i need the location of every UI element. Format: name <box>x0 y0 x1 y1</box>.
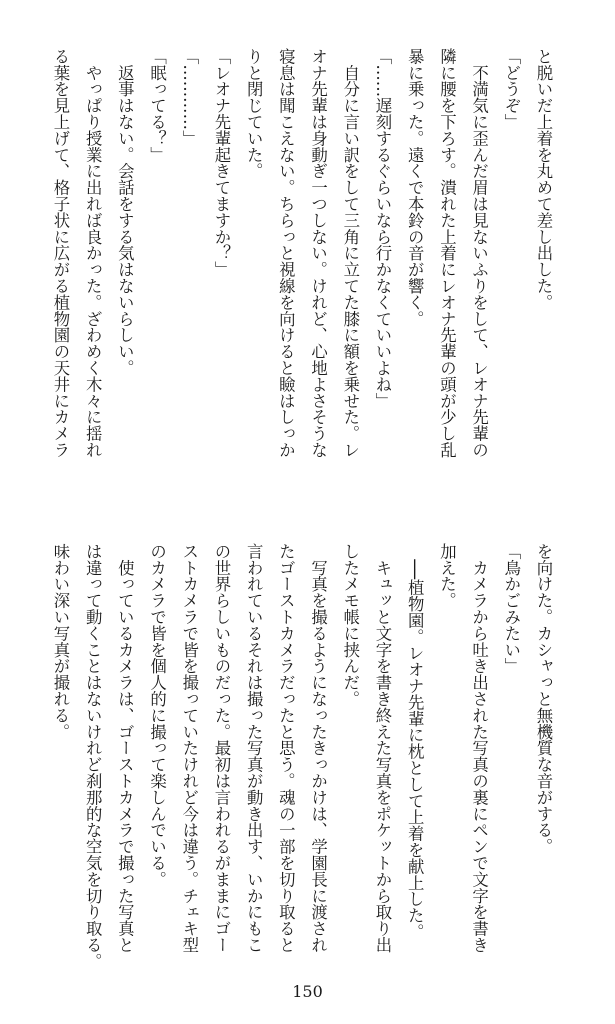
text-line: やっぱり授業に出れば良かった。ざわめく木々に揺れ <box>83 48 103 458</box>
text-line: 不満気に歪んだ眉は見ないふりをして、レオナ先輩の <box>469 48 489 458</box>
text-line: りと閉じていた。 <box>244 48 264 180</box>
text-line: を向けた。カシャっと無機質な音がする。 <box>534 543 553 855</box>
text-line: 「…………」 <box>179 48 199 147</box>
text-line: 言われているそれは撮った写真が動き出す、いかにもこ <box>244 543 264 953</box>
upper-text-block <box>44 48 559 488</box>
text-line: 「どうぞ」 <box>501 48 521 130</box>
page-number: 150 <box>292 982 323 1001</box>
text-line: キュッと文字を書き終えた写真をポケットから取り出 <box>372 543 392 953</box>
text-line: 「鳥かごみたい」 <box>501 543 521 675</box>
text-line: 写真を撮るようになったきっかけは、学園長に渡され <box>308 543 328 953</box>
text-line: オナ先輩は身動ぎ一つしない。けれど、心地よさそうな <box>308 48 328 458</box>
text-line: る葉を見上げて、格子状に広がる植物園の天井にカメラ <box>50 48 70 458</box>
text-line: 寝息は聞こえない。ちらっと視線を向けると瞼はしっか <box>276 48 296 458</box>
text-line: したメモ帳に挟んだ。 <box>340 543 360 707</box>
text-line: 使っているカメラは、ゴーストカメラで撮った写真と <box>115 543 135 953</box>
text-line: 味わい深い写真が撮れる。 <box>50 543 70 740</box>
text-line: カメラから吐き出された写真の裏にペンで文字を書き <box>469 543 489 953</box>
text-line: たゴーストカメラだったと思う。魂の一部を切り取ると <box>276 543 296 953</box>
text-line: 加えた。 <box>437 543 457 609</box>
text-line: と脱いだ上着を丸めて差し出した。 <box>534 48 553 311</box>
text-line: ストカメラで皆を撮っていたけれど今は違う。チェキ型 <box>179 543 199 953</box>
text-line: ──植物園。レオナ先輩に枕として上着を献上した。 <box>405 543 425 940</box>
text-line: の世界らしいものだった。最初は言われるがままにゴー <box>211 543 231 953</box>
text-line: 「……遅刻するぐらいなら行かなくていいよね」 <box>372 48 392 409</box>
text-line: は違って動くことはないけれど刹那的な空気を切り取る。 <box>83 543 103 970</box>
lower-text-block <box>44 543 559 983</box>
text-line: 暴に乗った。遠くで本鈴の音が響く。 <box>405 48 425 327</box>
text-line: 「レオナ先輩起きてますか？」 <box>211 48 231 278</box>
text-line: のカメラで皆を個人的に撮って楽しんでいる。 <box>147 543 167 888</box>
text-line: 返事はない。会話をする気はないらしい。 <box>115 48 135 376</box>
text-line: 隣に腰を下ろす。潰れた上着にレオナ先輩の頭が少し乱 <box>437 48 457 458</box>
text-line: 「眠ってる？」 <box>147 48 167 163</box>
text-line: 自分に言い訳をして三角に立てた膝に額を乗せた。レ <box>340 48 360 458</box>
